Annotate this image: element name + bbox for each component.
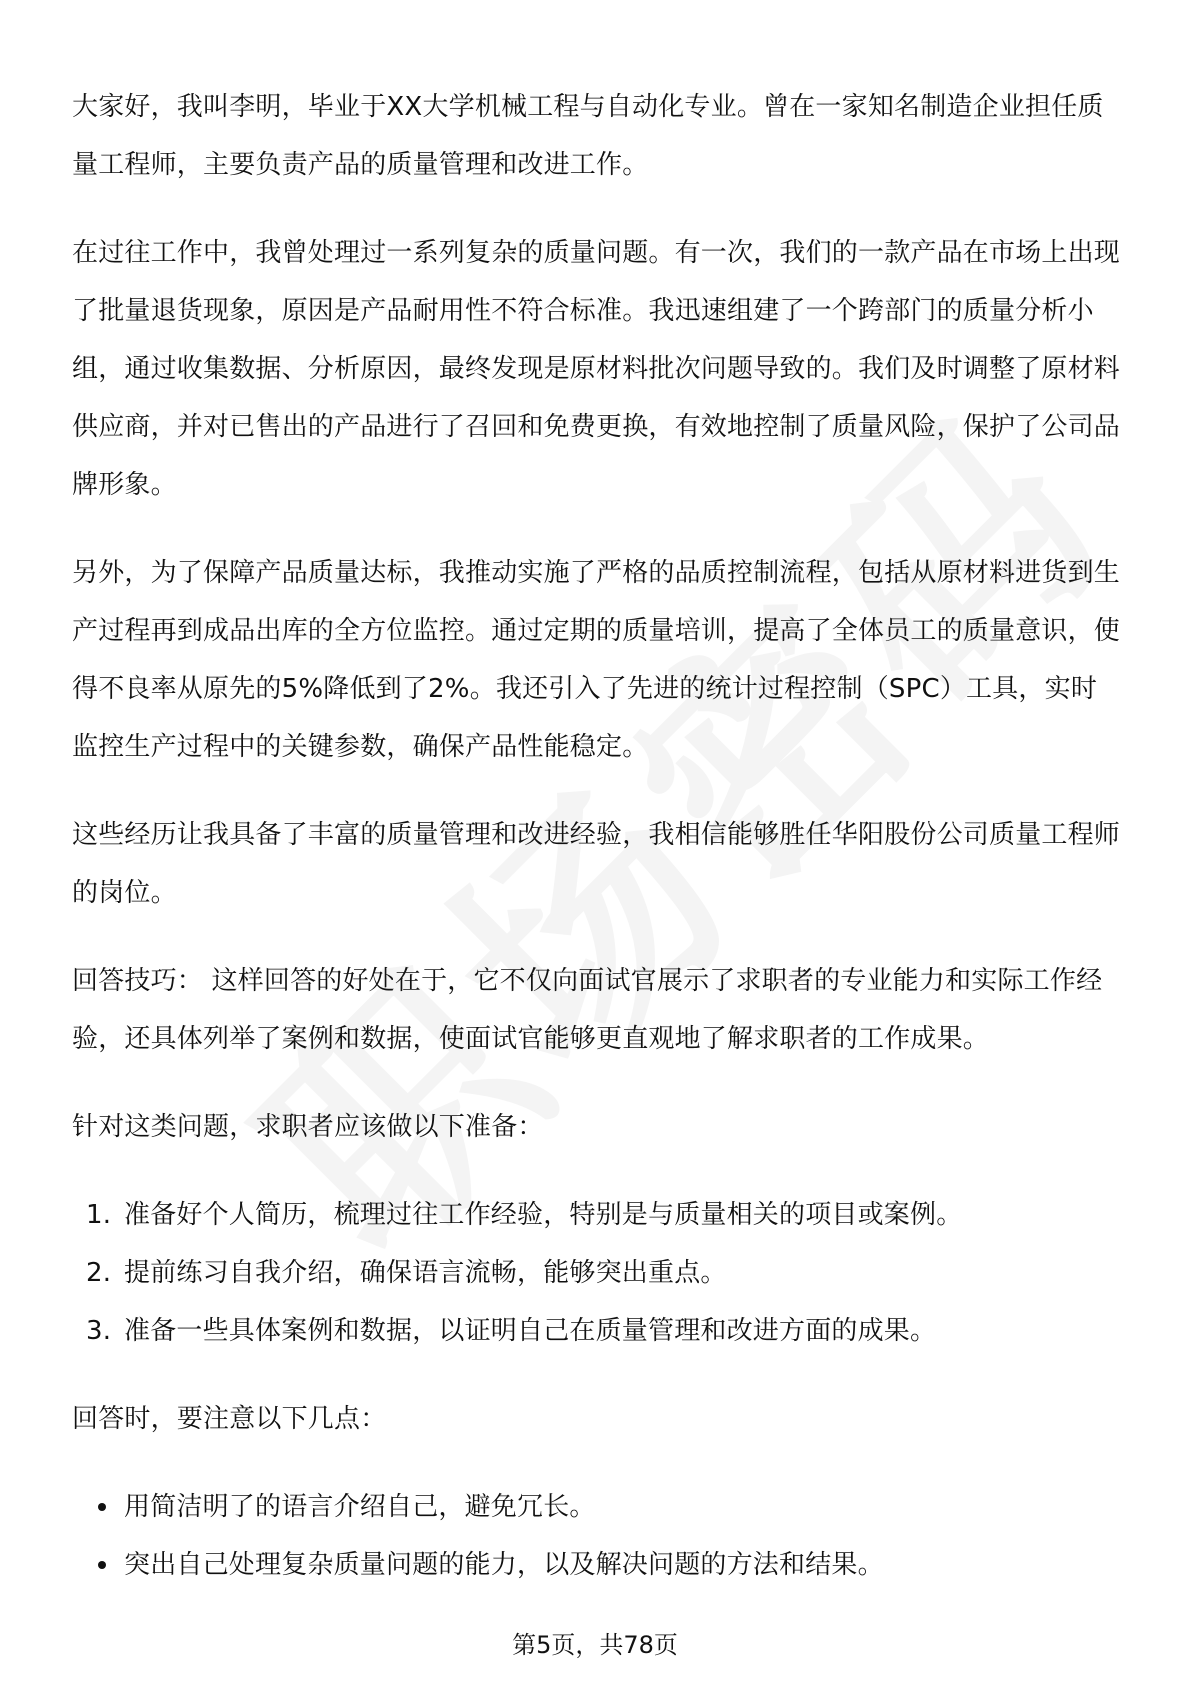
bullet-item-text: 用简洁明了的语言介绍自己，避免冗长。: [124, 1492, 596, 1522]
bullet-item: [72, 1478, 1122, 1536]
bullet-dot-icon: [98, 1561, 106, 1569]
paragraph-answer-tips: 回答技巧： 这样回答的好处在于，它不仅向面试官展示了求职者的专业能力和实际工作经验，还具体列举了案例和数据，使面试官能够更直观地了解求职者的工作成果。: [72, 966, 1103, 1054]
bullet-dot-icon: [98, 1503, 106, 1511]
list-item: [72, 1302, 1122, 1360]
notes-list: [72, 1478, 1122, 1594]
bullet-item: [72, 1536, 1122, 1594]
paragraph-intro: 大家好，我叫李明，毕业于XX大学机械工程与自动化专业。曾在一家知名制造企业担任质量工程师，主要负责产品的质量管理和改进工作。: [72, 92, 1104, 180]
list-number: 1.: [86, 1200, 112, 1230]
page-footer: 第5页，共78页: [512, 1631, 678, 1659]
list-item-text: 准备一些具体案例和数据，以证明自己在质量管理和改进方面的成果。: [124, 1316, 937, 1346]
paragraph-summary: 这些经历让我具备了丰富的质量管理和改进经验，我相信能够胜任华阳股份公司质量工程师的岗位。: [72, 820, 1121, 908]
bullet-item-text: 突出自己处理复杂质量问题的能力，以及解决问题的方法和结果。: [124, 1550, 884, 1580]
document-body: [72, 78, 1122, 1594]
list-item: [72, 1186, 1122, 1244]
paragraph-notes-intro: 回答时，要注意以下几点：: [72, 1404, 387, 1434]
preparation-list: [72, 1186, 1122, 1360]
paragraph-quality-control: 另外，为了保障产品质量达标，我推动实施了严格的品质控制流程，包括从原材料进货到生产过程再到成品出库的全方位监控。通过定期的质量培训，提高了全体员工的质量意识，使得不良率从原先的5%降低到了2%。我还引入了先进的统计过程控制（SPC）工具，实时监控生产过程中的关键参数，确保产品性能稳定。: [72, 558, 1121, 762]
paragraph-experience: 在过往工作中，我曾处理过一系列复杂的质量问题。有一次，我们的一款产品在市场上出现了批量退货现象，原因是产品耐用性不符合标准。我迅速组建了一个跨部门的质量分析小组，通过收集数据、分析原因，最终发现是原材料批次问题导致的。我们及时调整了原材料供应商，并对已售出的产品进行了召回和免费更换，有效地控制了质量风险，保护了公司品牌形象。: [72, 238, 1121, 500]
paragraph-preparation-intro: 针对这类问题，求职者应该做以下准备：: [72, 1112, 544, 1142]
list-item-text: 提前练习自我介绍，确保语言流畅，能够突出重点。: [124, 1258, 727, 1288]
list-item: [72, 1244, 1122, 1302]
list-item-text: 准备好个人简历，梳理过往工作经验，特别是与质量相关的项目或案例。: [124, 1200, 963, 1230]
list-number: 2.: [86, 1258, 112, 1288]
list-number: 3.: [86, 1316, 112, 1346]
